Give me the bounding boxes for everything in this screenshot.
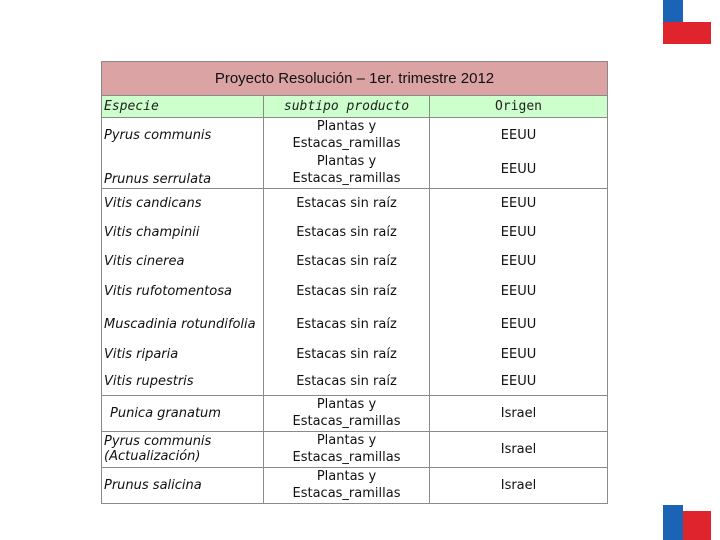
flag-white-block: [683, 0, 711, 22]
table-row: [102, 395, 608, 431]
table-row: [102, 341, 608, 368]
cell-especie: Vitis champinii: [102, 218, 264, 247]
table-row: [102, 188, 608, 218]
cell-origen: EEUU: [430, 368, 608, 395]
cell-subtipo: Estacas sin raíz: [264, 368, 430, 395]
cell-subtipo: Plantas y Estacas_ramillas: [264, 395, 430, 431]
cell-subtipo: Estacas sin raíz: [264, 247, 430, 276]
cell-origen: EEUU: [430, 188, 608, 218]
cell-especie: Vitis riparia: [102, 341, 264, 368]
table-title-row: [102, 62, 608, 96]
table-row: [102, 276, 608, 307]
species-table: [101, 61, 608, 504]
cell-subtipo: Plantas y Estacas_ramillas: [264, 431, 430, 467]
cell-especie: Vitis rufotomentosa: [102, 276, 264, 307]
cell-subtipo: Plantas y Estacas_ramillas: [264, 152, 430, 188]
table-row: [102, 368, 608, 395]
table-row: [102, 118, 608, 153]
cell-origen: EEUU: [430, 276, 608, 307]
cell-especie: Vitis rupestris: [102, 368, 264, 395]
cell-subtipo: Estacas sin raíz: [264, 276, 430, 307]
cell-subtipo: Estacas sin raíz: [264, 341, 430, 368]
cell-especie: [102, 395, 264, 431]
cell-especie: Vitis cinerea: [102, 247, 264, 276]
cell-especie: Muscadinia rotundifolia: [102, 307, 264, 341]
cell-especie: Prunus salicina: [102, 467, 264, 503]
cell-subtipo: Estacas sin raíz: [264, 188, 430, 218]
cell-especie: Pyrus communis: [102, 118, 264, 153]
cell-origen: Israel: [430, 395, 608, 431]
table-row: [102, 307, 608, 341]
cell-subtipo: Plantas y Estacas_ramillas: [264, 118, 430, 153]
table-row: [102, 467, 608, 503]
cell-origen: EEUU: [430, 218, 608, 247]
table-title: Proyecto Resolución – 1er. trimestre 2012: [102, 62, 608, 96]
flag-blue-block: [663, 0, 683, 22]
flag-white-block: [683, 505, 711, 511]
table-row: [102, 218, 608, 247]
cell-origen: Israel: [430, 431, 608, 467]
cell-origen: EEUU: [430, 118, 608, 153]
cell-subtipo: Estacas sin raíz: [264, 218, 430, 247]
table-row: [102, 247, 608, 276]
table-row: [102, 152, 608, 188]
cell-subtipo: Estacas sin raíz: [264, 307, 430, 341]
flag-red-block: [663, 22, 711, 44]
cell-origen: EEUU: [430, 247, 608, 276]
column-header-origen: Origen: [430, 96, 608, 118]
cell-especie: Pyrus communis (Actualización): [102, 431, 264, 467]
cell-especie: Vitis candicans: [102, 188, 264, 218]
cell-origen: Israel: [430, 467, 608, 503]
flag-decoration-top: [663, 0, 711, 44]
column-header-subtipo: subtipo producto: [264, 96, 430, 118]
cell-origen: EEUU: [430, 341, 608, 368]
flag-decoration-bottom: [663, 505, 711, 540]
cell-especie: Prunus serrulata: [102, 152, 264, 188]
table-row: [102, 431, 608, 467]
table-header-row: [102, 96, 608, 118]
cell-origen: EEUU: [430, 307, 608, 341]
flag-blue-block: [663, 505, 683, 540]
cell-subtipo: Plantas y Estacas_ramillas: [264, 467, 430, 503]
cell-especie-text: Punica granatum: [110, 405, 221, 421]
cell-origen: EEUU: [430, 152, 608, 188]
column-header-especie: Especie: [102, 96, 264, 118]
